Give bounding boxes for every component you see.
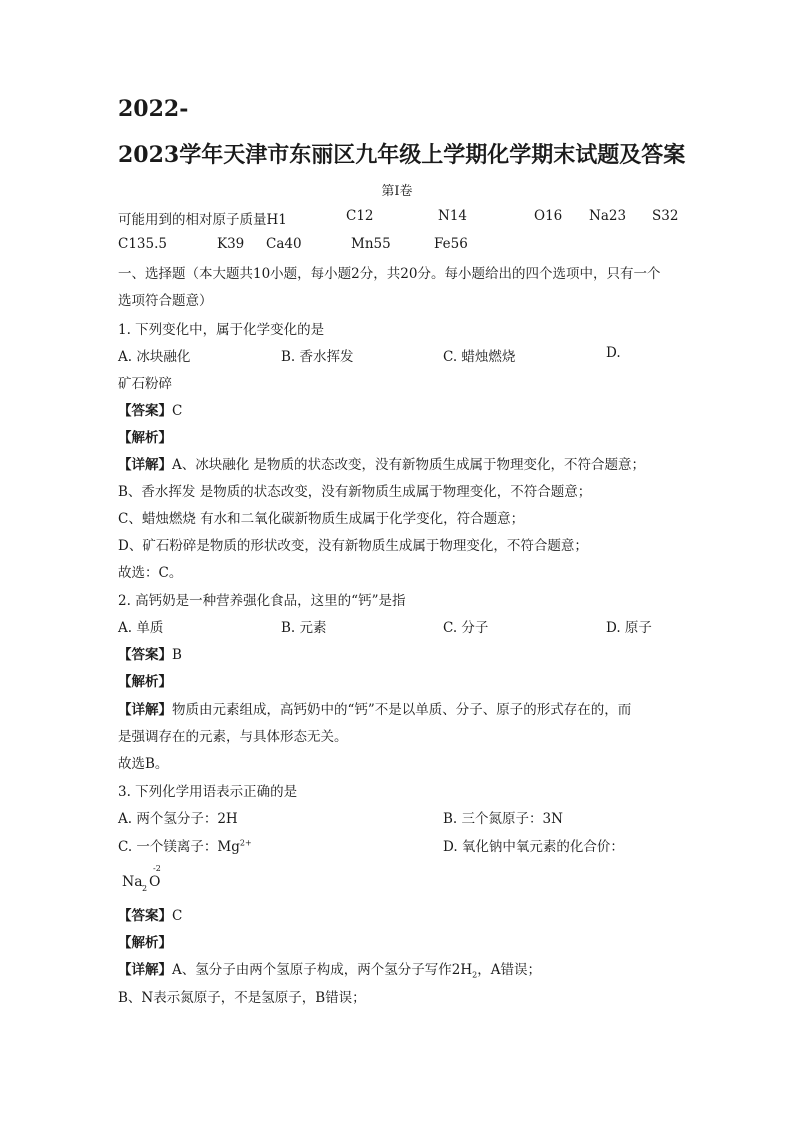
q1-detail-line-3: C、蜡烛燃烧 有水和二氧化碳新物质生成属于化学变化，符合题意； (118, 511, 525, 527)
q2-stem: 2. 高钙奶是一种营养强化食品，这里的“钙”是指 (118, 593, 406, 609)
q1-option-c: C. 蜡烛燃烧 (443, 349, 516, 365)
q1-conclusion: 故选：C。 (118, 565, 183, 581)
q1-detail-line-4: D、矿石粉碎是物质的形状改变，没有新物质生成属于物理变化，不符合题意； (118, 538, 588, 554)
q1-answer (118, 399, 182, 419)
detail-label: 【详解】 (118, 962, 172, 978)
q2-option-a: A. 单质 (118, 620, 164, 636)
q3-detail-line-1 (118, 958, 541, 980)
q2-analysis-label: 【解析】 (118, 674, 172, 690)
answer-label: 【答案】 (118, 647, 172, 663)
atomic-mass-fe: Fe56 (434, 236, 468, 252)
detail-text: A、冰块融化 是物质的状态改变，没有新物质生成属于物理变化，不符合题意； (172, 457, 646, 473)
atomic-mass-c: C12 (346, 208, 374, 224)
part1-instruction-line-1: 一、选择题（本大题共10小题，每小题2分，共20分。每小题给出的四个选项中，只有一个 (118, 266, 661, 282)
q2-detail-line-1 (118, 698, 631, 718)
atomic-mass-mn: Mn55 (351, 236, 391, 252)
formula-na: Na (122, 874, 143, 890)
atomic-mass-s: S32 (652, 208, 679, 224)
q3-option-c (118, 835, 252, 855)
detail-label: 【详解】 (118, 457, 172, 473)
q1-option-d: D. (606, 345, 621, 361)
q3-stem: 3. 下列化学用语表示正确的是 (118, 784, 298, 800)
q3-option-d: D. 氧化钠中氧元素的化合价： (443, 839, 624, 855)
q3-detail-line-2: B、N表示氮原子，不是氢原子，B错误； (118, 990, 366, 1006)
title-line-2: 2023学年天津市东丽区九年级上学期化学期末试题及答案 (118, 142, 686, 168)
formula-subscript: 2 (142, 884, 148, 893)
detail-text: A、氢分子由两个氢原子构成，两个氢分子写作2H (172, 962, 473, 978)
section-heading: 第I卷 (381, 184, 413, 199)
q3-analysis-label: 【解析】 (118, 935, 172, 951)
detail-text: 物质由元素组成，高钙奶中的“钙”不是以单质、分子、原子的形式存在的，而 (172, 702, 632, 718)
formula-o: O (149, 874, 161, 890)
formula-valence: -2 (153, 864, 161, 873)
atomic-mass-n: N14 (438, 208, 467, 224)
q2-option-d: D. 原子 (606, 620, 652, 636)
q1-option-d-text: 矿石粉碎 (118, 376, 172, 392)
q2-detail-line-2: 是强调存在的元素，与具体形态无关。 (118, 729, 348, 745)
q1-analysis-label: 【解析】 (118, 430, 172, 446)
detail-label: 【详解】 (118, 702, 172, 718)
atomic-mass-na: Na23 (589, 208, 627, 224)
atomic-mass-label: 可能用到的相对原子质量H1 (118, 212, 287, 228)
atomic-mass-ca: Ca40 (266, 236, 302, 252)
q1-option-a: A. 冰块融化 (118, 349, 191, 365)
q1-option-b: B. 香水挥发 (281, 349, 354, 365)
q3-answer (118, 904, 182, 924)
q2-option-b: B. 元素 (281, 620, 327, 636)
q2-conclusion: 故选B。 (118, 756, 169, 772)
sodium-oxide-formula (122, 864, 182, 894)
title-line-1: 2022- (118, 96, 189, 122)
q1-stem: 1. 下列变化中，属于化学变化的是 (118, 322, 325, 338)
option-c-text: C. 一个镁离子：Mg (118, 839, 240, 855)
q2-option-c: C. 分子 (443, 620, 489, 636)
part1-instruction-line-2: 选项符合题意） (118, 293, 213, 309)
detail-text-end: ，A错误； (477, 962, 541, 978)
atomic-mass-o: O16 (534, 208, 563, 224)
q2-answer (118, 643, 182, 663)
detail-subscript: 2 (472, 970, 478, 980)
answer-value: C (172, 908, 183, 924)
atomic-mass-k: K39 (217, 236, 245, 252)
answer-label: 【答案】 (118, 908, 172, 924)
atomic-mass-cl: C135.5 (118, 236, 167, 252)
q3-option-b: B. 三个氮原子：3N (443, 811, 563, 827)
option-c-charge: 2+ (239, 838, 252, 848)
q3-option-a: A. 两个氢分子：2H (118, 811, 238, 827)
q1-detail-line-1 (118, 453, 645, 473)
q1-detail-line-2: B、香水挥发 是物质的状态改变，没有新物质生成属于物理变化，不符合题意； (118, 484, 592, 500)
answer-label: 【答案】 (118, 403, 172, 419)
answer-value: C (172, 403, 183, 419)
answer-value: B (172, 647, 182, 663)
